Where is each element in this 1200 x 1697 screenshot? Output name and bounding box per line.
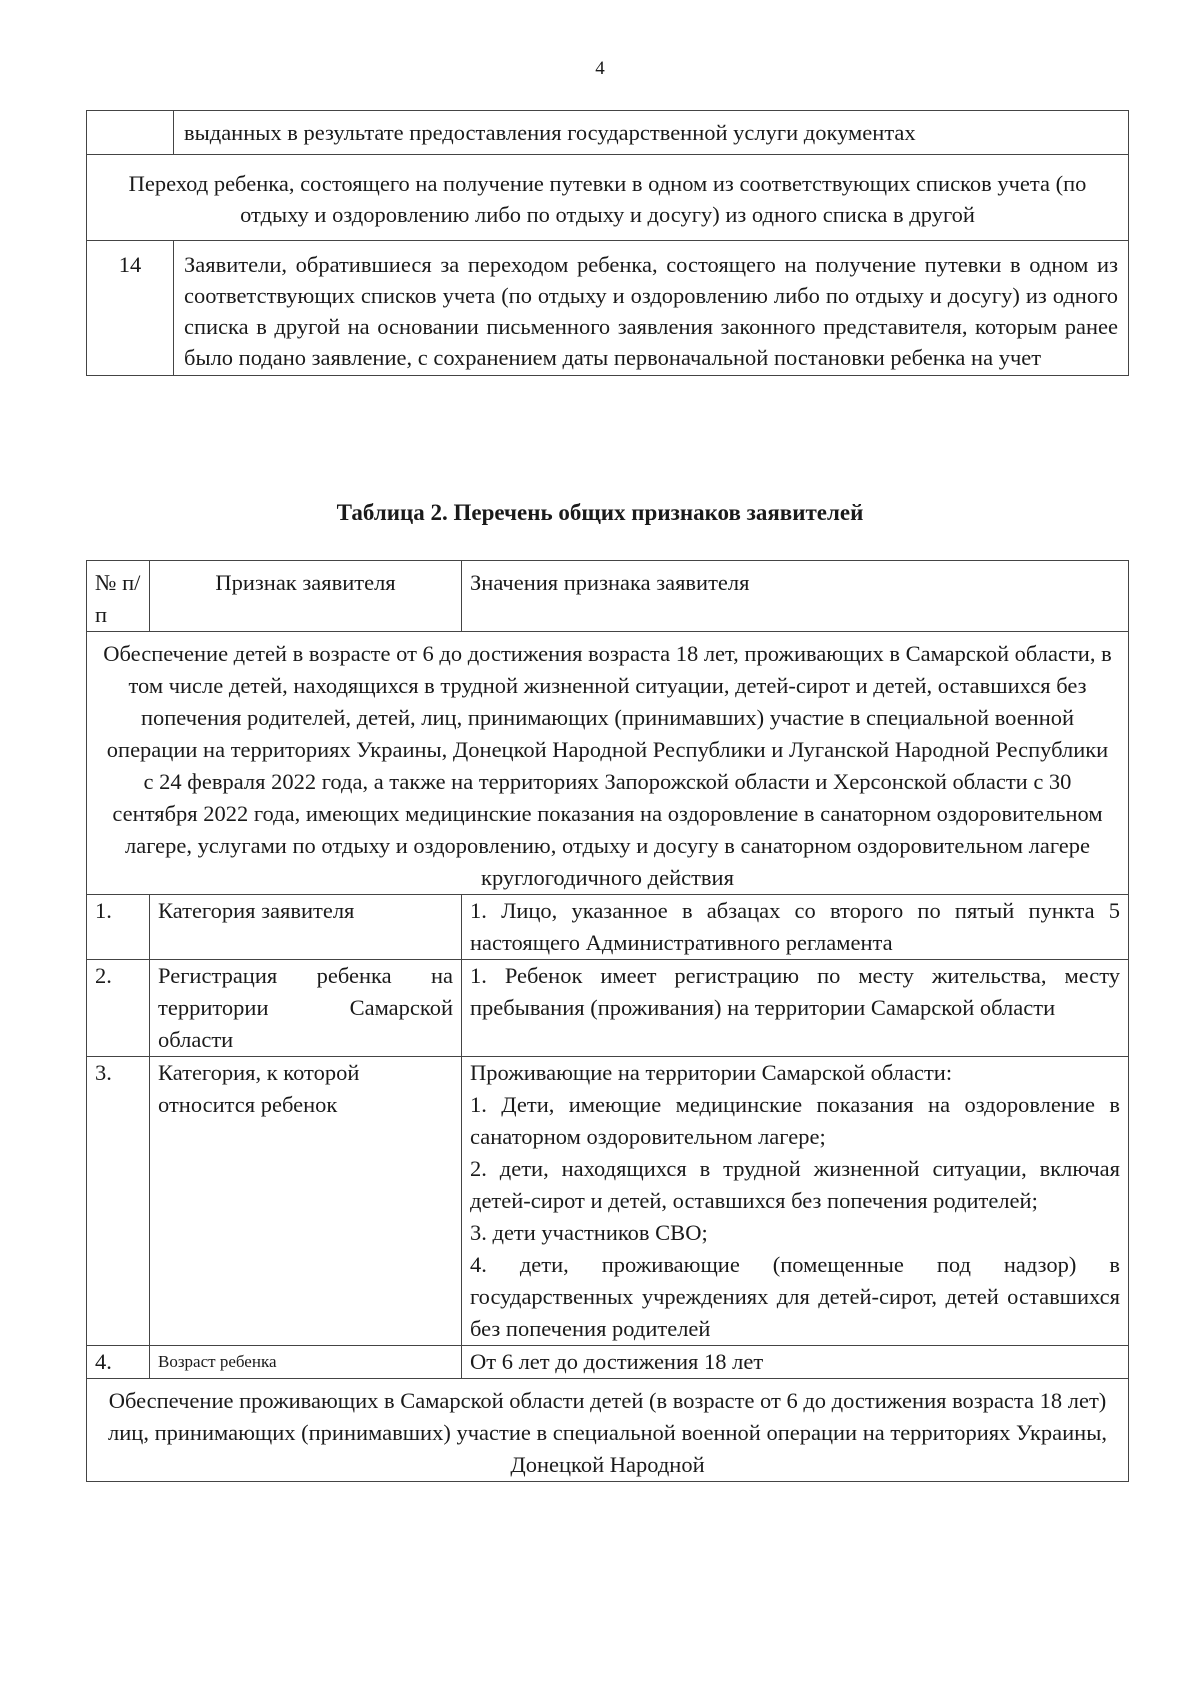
attribute-cell: Категория заявителя: [150, 895, 462, 960]
row-number: 1.: [87, 895, 150, 960]
value-line: 4. дети, проживающие (помещенные под надзор) в государственных учреждениях для детей-сирот, детей оставшихся без попечения родителей: [470, 1252, 1120, 1341]
value-line: От 6 лет до достижения 18 лет: [470, 1349, 764, 1374]
header-value: Значения признака заявителя: [462, 561, 1129, 632]
attribute-cell: Категория, к которой относится ребенок: [150, 1057, 462, 1346]
table-row: [87, 111, 1129, 155]
attribute-cell: Регистрация ребенка на территории Самарской области: [150, 960, 462, 1057]
section-header: Обеспечение проживающих в Самарской области детей (в возрасте от 6 до достижения возраста 18 лет) лиц, принимающих (принимавших) участие в специальной военной операции на территориях Украины, Донецкой Народной: [87, 1379, 1129, 1482]
attribute-cell: Возраст ребенка: [150, 1346, 462, 1379]
section-header: Обеспечение детей в возрасте от 6 до достижения возраста 18 лет, проживающих в Самарской области, в том числе детей, находящихся в трудной жизненной ситуации, детей-сирот и детей, оставшихся без попечения родителей, детей, лиц, принимающих (принимавших) участие в специальной военной операции на территориях Украины, Донецкой Народной Республики и Луганской Народной Республики с 24 февраля 2022 года, а также на территориях Запорожской области и Херсонской области с 30 сентября 2022 года, имеющих медицинские показания на оздоровление в санаторном оздоровительном лагере, услугами по отдыху и оздоровлению, отдыху и досугу в санаторном оздоровительном лагере круглогодичного действия: [87, 632, 1129, 895]
value-line: Проживающие на территории Самарской области:: [470, 1060, 953, 1085]
table-section-row: [87, 632, 1129, 895]
value-line: 1. Дети, имеющие медицинские показания на оздоровление в санаторном оздоровительном лагере;: [470, 1092, 1120, 1149]
table-applicant-attributes: [86, 560, 1129, 1482]
value-line: 3. дети участников СВО;: [470, 1220, 708, 1245]
table-row: [87, 1057, 1129, 1346]
value-cell: [462, 1057, 1129, 1346]
value-line: 1. Лицо, указанное в абзацах со второго по пятый пункта 5 настоящего Административного регламента: [470, 898, 1120, 955]
table-row: [87, 1346, 1129, 1379]
row-number: 14: [87, 241, 174, 376]
table-title: Таблица 2. Перечень общих признаков заявителей: [336, 500, 864, 525]
value-cell: [462, 895, 1129, 960]
table-row: [87, 241, 1129, 376]
table-cell-text: выданных в результате предоставления государственной услуги документах: [174, 111, 1129, 155]
page-number: 4: [595, 58, 605, 79]
header-num: № п/п: [87, 561, 150, 632]
table-row: [87, 960, 1129, 1057]
row-number: 3.: [87, 1057, 150, 1346]
table-section-row: [87, 1379, 1129, 1482]
table-row: [87, 895, 1129, 960]
row-number: 2.: [87, 960, 150, 1057]
header-attribute: Признак заявителя: [150, 561, 462, 632]
table-section-row: [87, 155, 1129, 241]
table-application-cases: [86, 110, 1129, 376]
row-number: 4.: [87, 1346, 150, 1379]
table-header-row: [87, 561, 1129, 632]
table-cell-empty: [87, 111, 174, 155]
section-header: Переход ребенка, состоящего на получение путевки в одном из соответствующих списков учета (по отдыху и оздоровлению либо по отдыху и досугу) из одного списка в другой: [87, 155, 1129, 241]
value-line: 1. Ребенок имеет регистрацию по месту жительства, месту пребывания (проживания) на территории Самарской области: [470, 963, 1120, 1020]
value-line: 2. дети, находящихся в трудной жизненной ситуации, включая детей-сирот и детей, оставшихся без попечения родителей;: [470, 1156, 1120, 1213]
value-cell: [462, 960, 1129, 1057]
table-cell-text: Заявители, обратившиеся за переходом ребенка, состоящего на получение путевки в одном из соответствующих списков учета (по отдыху и оздоровлению либо по отдыху и досугу) из одного списка в другой на основании письменного заявления законного представителя, которым ранее было подано заявление, с сохранением даты первоначальной постановки ребенка на учет: [174, 241, 1129, 376]
value-cell: [462, 1346, 1129, 1379]
